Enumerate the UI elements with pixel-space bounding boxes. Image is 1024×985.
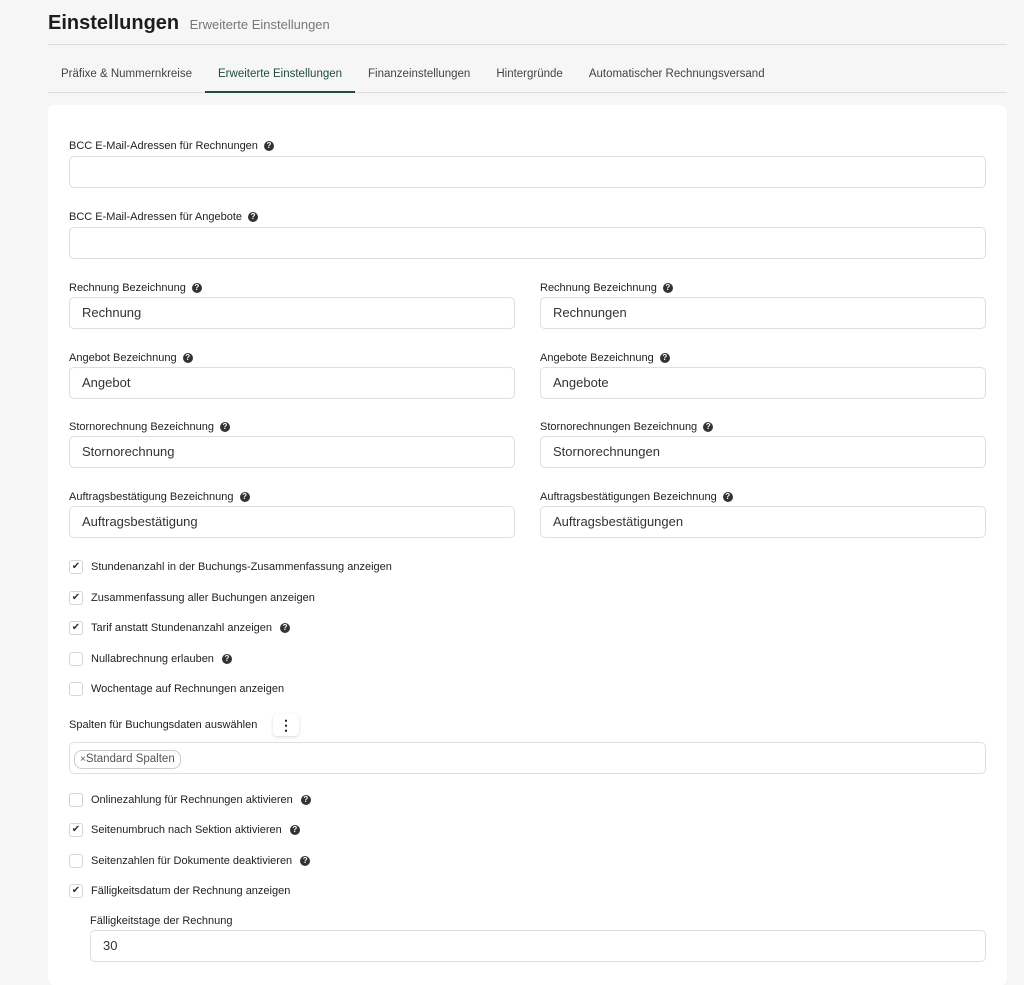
checkbox-label: Seitenumbruch nach Sektion aktivieren	[91, 824, 282, 837]
checkbox-row[interactable]	[69, 882, 290, 900]
checkbox-row[interactable]	[69, 558, 392, 576]
designation-label	[69, 418, 230, 436]
settings-card	[48, 105, 1007, 985]
help-icon[interactable]: ?	[240, 492, 250, 502]
due-days-label	[90, 912, 232, 930]
label-text: Spalten für Buchungsdaten auswählen	[69, 719, 258, 731]
checkbox-row[interactable]	[69, 791, 311, 809]
columns-label	[69, 716, 257, 734]
help-icon[interactable]: ?	[220, 422, 230, 432]
help-icon[interactable]: ?	[280, 623, 290, 633]
designation-label	[540, 488, 733, 506]
designation-label	[540, 349, 670, 367]
checkbox-label: Wochentage auf Rechnungen anzeigen	[91, 683, 285, 695]
selected-tag	[74, 750, 181, 769]
tag-label: Standard Spalten	[85, 753, 175, 765]
designation-label	[69, 488, 250, 506]
help-icon[interactable]: ?	[660, 353, 670, 363]
page-header	[48, 12, 1007, 45]
checkbox-label: Stundenanzahl in der Buchungs-Zusammenfassung anzeigen	[91, 561, 392, 573]
checkbox-row[interactable]	[69, 589, 315, 607]
checkbox[interactable]: ✔	[69, 591, 83, 605]
label-text: Fälligkeitstage der Rechnung	[90, 915, 233, 927]
tab-auto-invoice-sending[interactable]: Automatischer Rechnungsversand	[588, 68, 765, 80]
designation-input[interactable]: Auftragsbestätigung	[69, 506, 515, 538]
checkbox-row[interactable]	[69, 821, 300, 839]
bcc-label	[69, 137, 274, 155]
checkbox-label: Zusammenfassung aller Buchungen anzeigen	[91, 591, 315, 604]
tab-finance-settings[interactable]: Finanzeinstellungen	[368, 68, 471, 80]
designation-input[interactable]: Angebot	[69, 367, 515, 399]
checkbox[interactable]: ✔	[69, 884, 83, 898]
checkbox[interactable]: ✔	[69, 823, 83, 837]
label-text: Rechnung Bezeichnung	[69, 282, 186, 294]
checkbox[interactable]	[69, 854, 83, 868]
bcc-email-input[interactable]	[69, 156, 986, 188]
checkbox-row[interactable]	[69, 619, 290, 637]
checkbox-label: Tarif anstatt Stundenanzahl anzeigen	[91, 622, 273, 634]
label-text: BCC E-Mail-Adressen für Rechnungen	[69, 140, 258, 152]
label-text: Auftragsbestätigung Bezeichnung	[69, 491, 234, 504]
designation-input[interactable]: Stornorechnung	[69, 436, 515, 468]
label-text: Angebote Bezeichnung	[540, 351, 654, 364]
designation-input[interactable]: Auftragsbestätigungen	[540, 506, 986, 538]
help-icon[interactable]: ?	[703, 422, 713, 432]
help-icon[interactable]: ?	[663, 283, 673, 293]
more-options-icon[interactable]: ⋮	[273, 714, 299, 736]
due-days-input[interactable]: 30	[90, 930, 986, 962]
checkbox-label: Onlinezahlung für Rechnungen aktivieren	[91, 794, 293, 806]
columns-multiselect[interactable]	[69, 742, 986, 774]
bcc-label	[69, 208, 258, 226]
tab-advanced-settings[interactable]: Erweiterte Einstellungen	[205, 60, 355, 93]
help-icon[interactable]: ?	[723, 492, 733, 502]
checkbox[interactable]	[69, 652, 83, 666]
checkbox-label: Nullabrechnung erlauben	[91, 652, 214, 665]
tab-backgrounds[interactable]: Hintergründe	[496, 68, 563, 80]
checkbox-row[interactable]	[69, 680, 284, 698]
designation-input[interactable]: Stornorechnungen	[540, 436, 986, 468]
settings-tabs	[48, 60, 1007, 93]
designation-label	[69, 279, 202, 297]
help-icon[interactable]: ?	[183, 353, 193, 363]
designation-input[interactable]: Rechnungen	[540, 297, 986, 329]
help-icon[interactable]: ?	[290, 825, 300, 835]
designation-input[interactable]: Rechnung	[69, 297, 515, 329]
checkbox[interactable]	[69, 793, 83, 807]
designation-label	[69, 349, 193, 367]
tab-prefixes[interactable]: Präfixe & Nummernkreise	[61, 68, 193, 80]
label-text: Stornorechnung Bezeichnung	[69, 421, 214, 434]
help-icon[interactable]: ?	[264, 141, 274, 151]
help-icon[interactable]: ?	[222, 654, 232, 664]
label-text: Angebot Bezeichnung	[69, 351, 177, 364]
label-text: Stornorechnungen Bezeichnung	[540, 421, 698, 434]
help-icon[interactable]: ?	[301, 795, 311, 805]
checkbox[interactable]	[69, 682, 83, 696]
label-text: Rechnung Bezeichnung	[540, 282, 657, 294]
checkbox[interactable]: ✔	[69, 621, 83, 635]
page-title: Einstellungen	[48, 12, 180, 34]
designation-input[interactable]: Angebote	[540, 367, 986, 399]
help-icon[interactable]: ?	[248, 212, 258, 222]
help-icon[interactable]: ?	[192, 283, 202, 293]
designation-label	[540, 279, 673, 297]
label-text: Auftragsbestätigungen Bezeichnung	[540, 491, 717, 504]
designation-label	[540, 418, 713, 436]
checkbox-row[interactable]	[69, 650, 232, 668]
checkbox[interactable]: ✔	[69, 560, 83, 574]
checkbox-label: Fälligkeitsdatum der Rechnung anzeigen	[91, 884, 291, 897]
page-subtitle: Erweiterte Einstellungen	[189, 17, 330, 32]
bcc-email-input[interactable]	[69, 227, 986, 259]
help-icon[interactable]: ?	[300, 856, 310, 866]
checkbox-label: Seitenzahlen für Dokumente deaktivieren	[91, 854, 293, 867]
label-text: BCC E-Mail-Adressen für Angebote	[69, 211, 243, 223]
checkbox-row[interactable]	[69, 852, 310, 870]
remove-tag-icon[interactable]: ×	[80, 754, 86, 765]
